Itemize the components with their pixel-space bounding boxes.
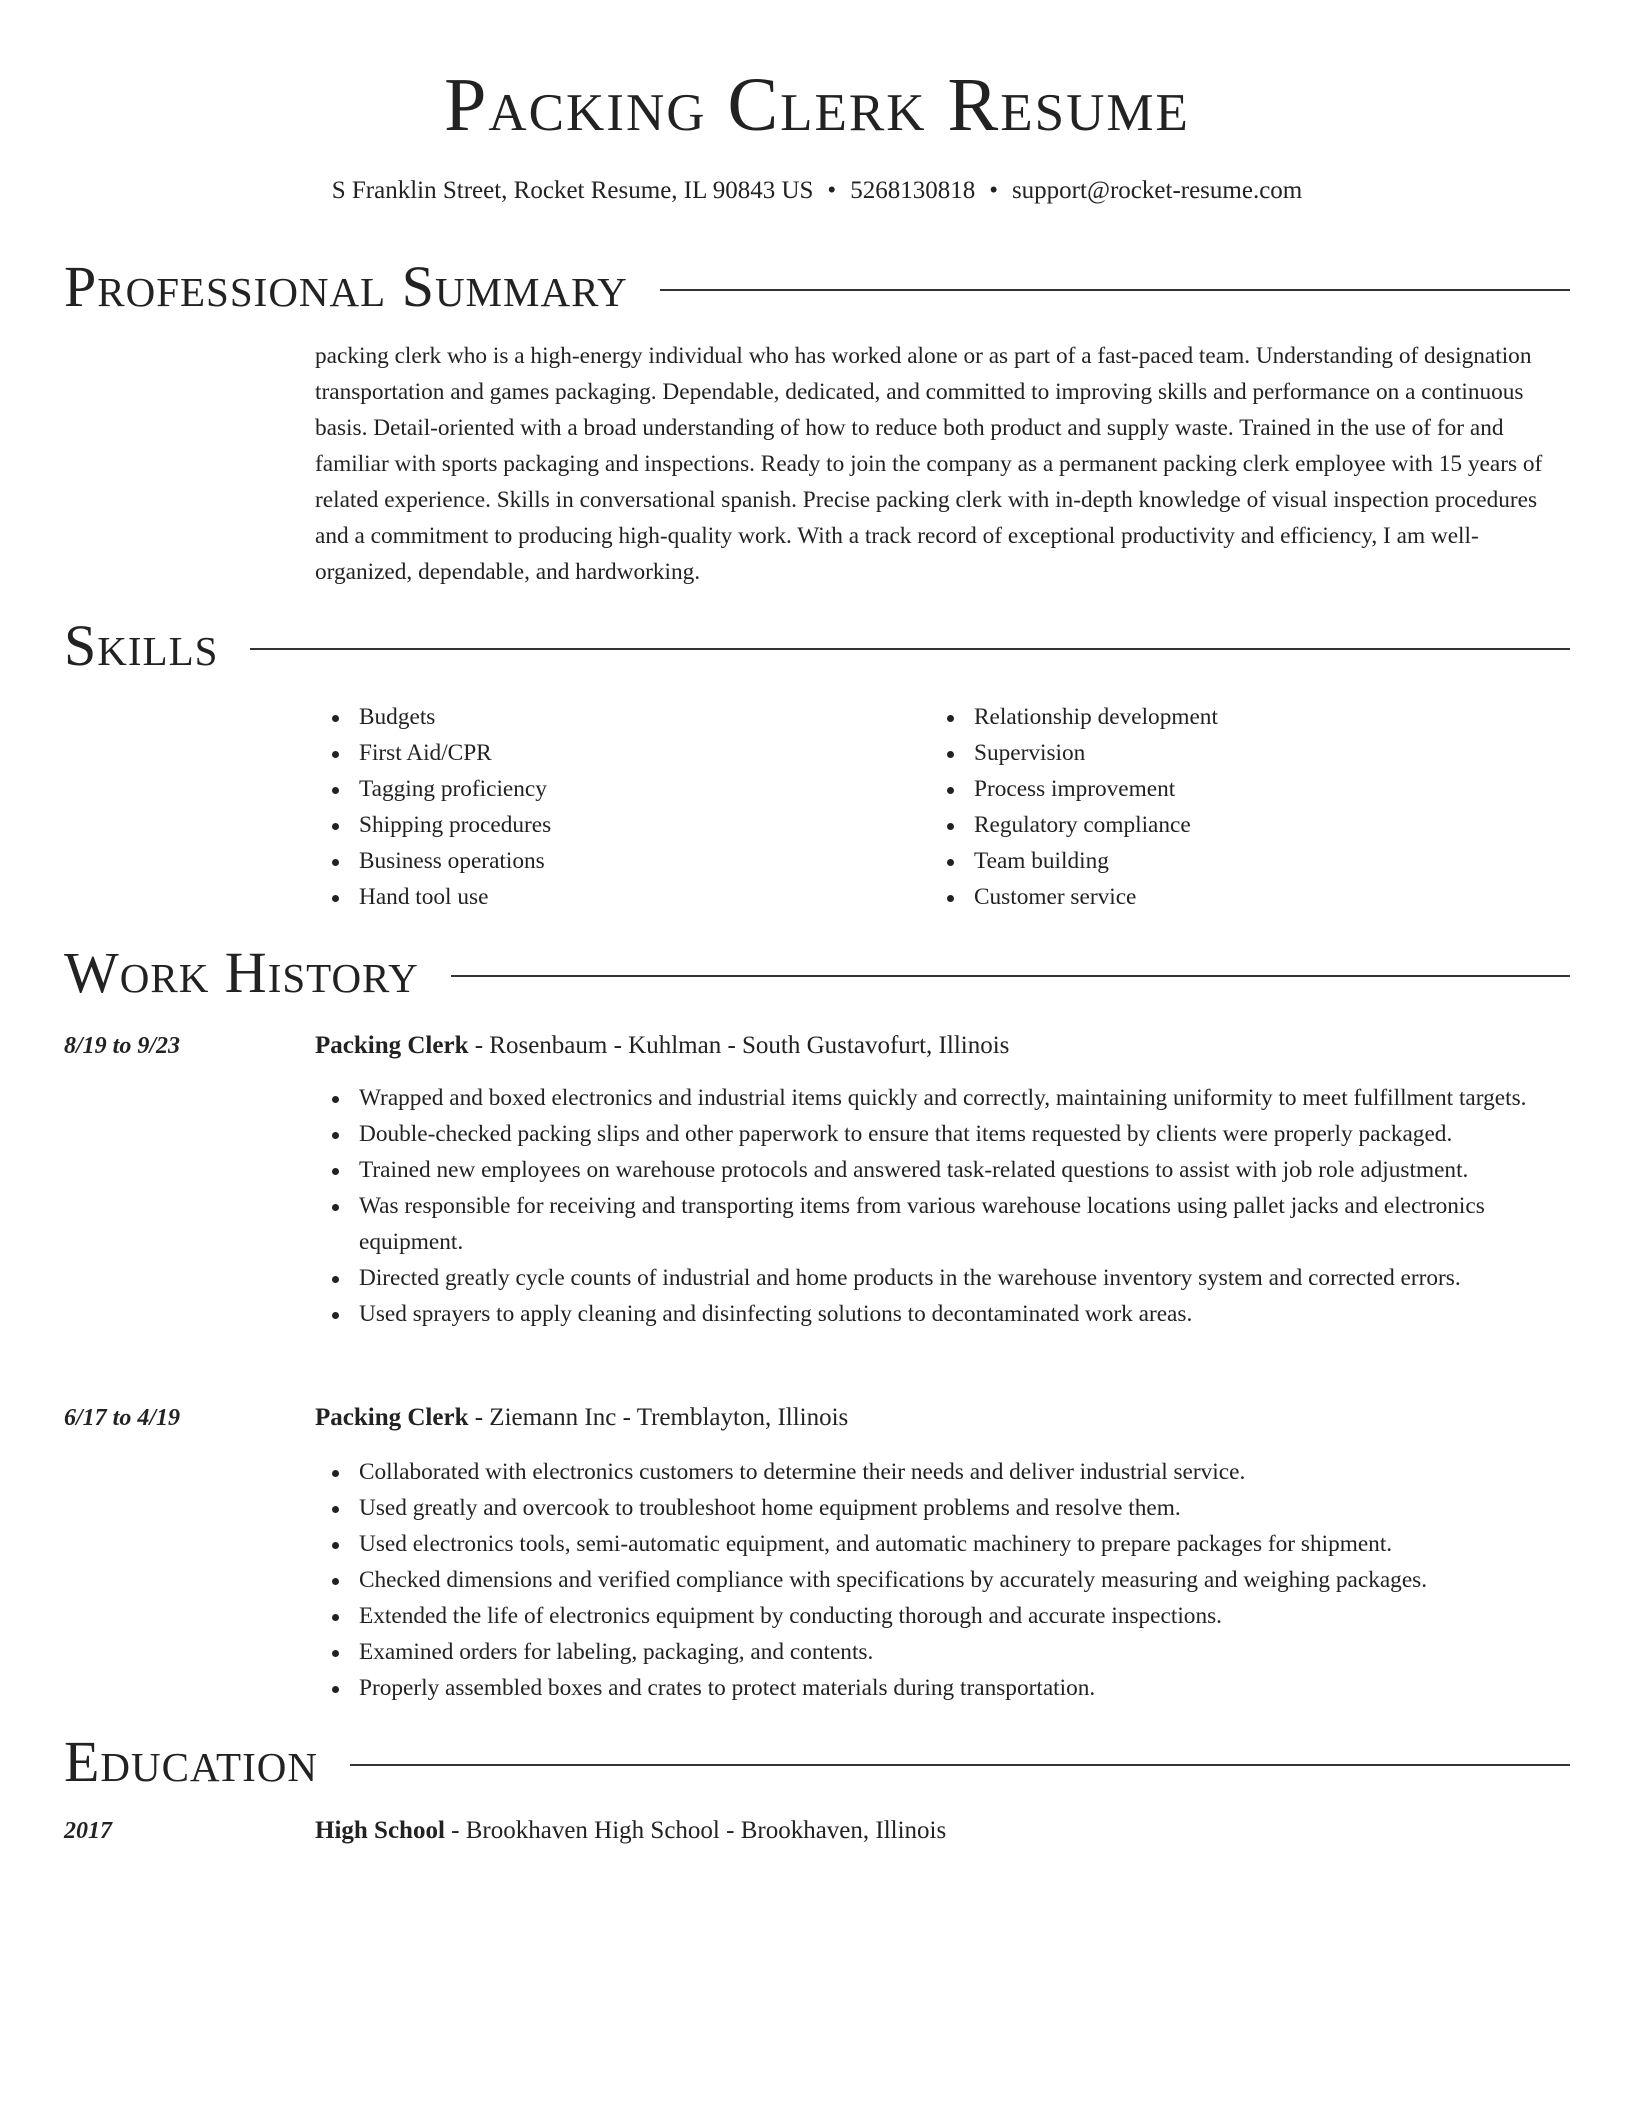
resume-title: Packing Clerk Resume (444, 63, 1190, 147)
summary-text: packing clerk who is a high-energy individual who has worked alone or as part of a fast-paced team. Understanding of designation transportation and games packaging. Dependable, dedicated, and committed to improving skills and performance on a continuous basis. Detail-oriented with a broad understanding of how to reduce both product and supply waste. Trained in the use of for and familiar with sports packaging and inspections. Ready to join the company as a permanent packing clerk employee with 15 years of related experience. Skills in conversational spanish. Precise packing clerk with in-depth knowledge of visual inspection procedures and a commitment to producing high-quality work. With a track record of exceptional productivity and efficiency, I am well-organized, dependable, and hardworking. (315, 343, 1543, 585)
skill-item: Supervision (930, 735, 1570, 771)
job-duty: Was responsible for receiving and transporting items from various warehouse locations using pallet jacks and electronics equipment. (315, 1188, 1570, 1260)
summary-section-header (64, 254, 1570, 320)
contact-separator: • (827, 177, 837, 204)
job-title: Packing Clerk (315, 1404, 469, 1431)
skill-item: Team building (930, 843, 1570, 879)
job-employer: - Ziemann Inc - Tremblayton, Illinois (468, 1404, 849, 1431)
skill-item: Customer service (930, 879, 1570, 915)
section-divider (451, 975, 1570, 977)
skills-list-left (315, 699, 915, 915)
job-duty: Examined orders for labeling, packaging, and contents. (315, 1634, 1570, 1670)
section-divider (250, 648, 1570, 650)
job-duty: Used greatly and overcook to troubleshoot home equipment problems and resolve them. (315, 1490, 1570, 1526)
job-duty: Collaborated with electronics customers to determine their needs and deliver industrial service. (315, 1454, 1570, 1490)
skills-list-right (930, 699, 1570, 915)
skills-heading: Skills (64, 613, 219, 678)
education-year: 2017 (64, 1818, 112, 1844)
job-duty: Properly assembled boxes and crates to protect materials during transportation. (315, 1670, 1570, 1706)
job-duty: Wrapped and boxed electronics and industrial items quickly and correctly, maintaining uniformity to meet fulfillment targets. (315, 1080, 1570, 1116)
job-duty: Directed greatly cycle counts of industrial and home products in the warehouse inventory system and corrected errors. (315, 1260, 1570, 1296)
contact-address: S Franklin Street, Rocket Resume, IL 90843 US (331, 177, 814, 204)
skill-item: Process improvement (930, 771, 1570, 807)
job-duty: Double-checked packing slips and other paperwork to ensure that items requested by clients were properly packaged. (315, 1116, 1570, 1152)
education-heading: Education (64, 1729, 318, 1794)
section-divider (350, 1764, 1570, 1766)
job-title: Packing Clerk (315, 1032, 469, 1059)
education-school: - Brookhaven High School - Brookhaven, Illinois (444, 1817, 947, 1844)
contact-line (64, 174, 1570, 208)
job-dates: 8/19 to 9/23 (64, 1033, 181, 1059)
skill-item: Hand tool use (315, 879, 915, 915)
job-employer: - Rosenbaum - Kuhlman - South Gustavofurt, Illinois (468, 1032, 1010, 1059)
skill-item: Shipping procedures (315, 807, 915, 843)
job-header (315, 1400, 1570, 1436)
education-degree: High School (315, 1817, 445, 1844)
work-heading: Work History (64, 940, 419, 1005)
contact-phone: 5268130818 (850, 177, 976, 204)
job-duty: Used sprayers to apply cleaning and disinfecting solutions to decontaminated work areas. (315, 1296, 1570, 1332)
job-duty: Trained new employees on warehouse protocols and answered task-related questions to assist with job role adjustment. (315, 1152, 1570, 1188)
education-header (315, 1813, 1570, 1849)
job-duties-list (315, 1080, 1570, 1332)
skill-item: Relationship development (930, 699, 1570, 735)
work-section-header (64, 940, 1570, 1006)
job-duty: Used electronics tools, semi-automatic equipment, and automatic machinery to prepare packages for shipment. (315, 1526, 1570, 1562)
section-divider (660, 289, 1570, 291)
job-duties-list (315, 1454, 1570, 1706)
skills-section-header (64, 613, 1570, 679)
job-dates: 6/17 to 4/19 (64, 1405, 181, 1431)
job-duty: Extended the life of electronics equipment by conducting thorough and accurate inspections. (315, 1598, 1570, 1634)
summary-heading: Professional Summary (64, 254, 628, 319)
skill-item: Business operations (315, 843, 915, 879)
job-duty: Checked dimensions and verified compliance with specifications by accurately measuring and weighing packages. (315, 1562, 1570, 1598)
skill-item: Tagging proficiency (315, 771, 915, 807)
contact-email[interactable]: support@rocket-resume.com (1011, 177, 1303, 204)
job-header (315, 1028, 1570, 1064)
education-section-header (64, 1729, 1570, 1795)
contact-separator: • (989, 177, 998, 204)
skill-item: Regulatory compliance (930, 807, 1570, 843)
skill-item: First Aid/CPR (315, 735, 915, 771)
skill-item: Budgets (315, 699, 915, 735)
